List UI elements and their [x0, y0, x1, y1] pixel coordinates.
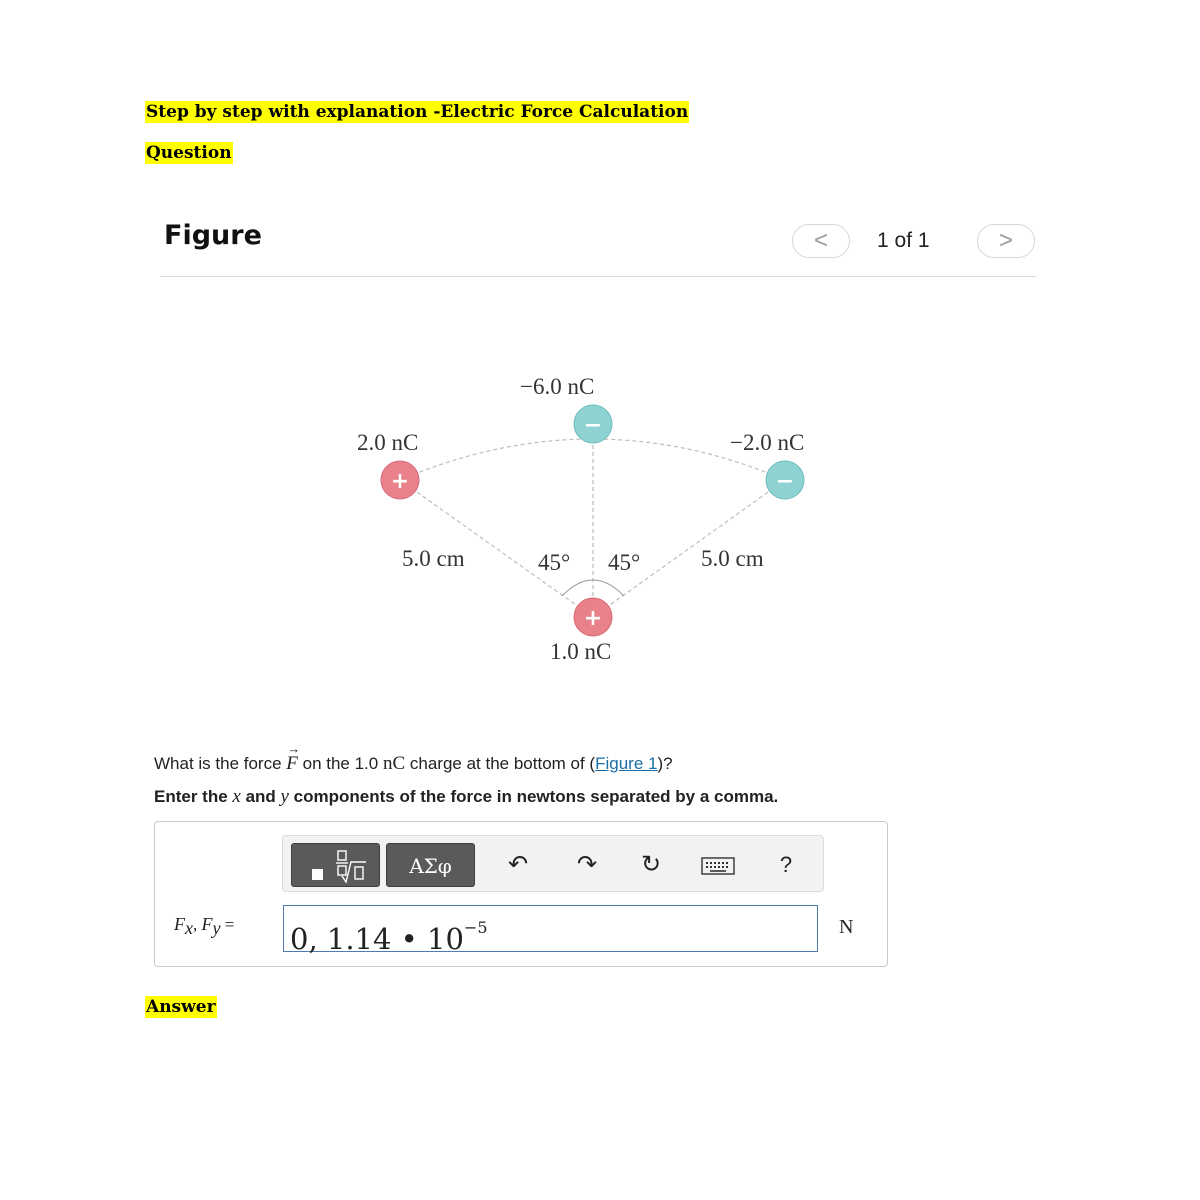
math-toolbar	[282, 835, 824, 892]
document-title: Step by step with explanation -Electric Force Calculation	[146, 102, 689, 122]
undo-icon[interactable]: ↶	[507, 851, 529, 878]
question-heading: Question	[146, 143, 232, 163]
reset-icon[interactable]: ↻	[640, 851, 662, 878]
next-figure-button[interactable]	[977, 224, 1035, 258]
answer-input[interactable]	[283, 905, 818, 956]
answer-separator: ,	[193, 915, 202, 934]
question-text-part: )?	[657, 754, 673, 773]
previous-figure-button[interactable]	[792, 224, 850, 258]
instruction-text-part: and	[240, 787, 281, 806]
left-charge	[381, 461, 419, 499]
bottom-charge-label: 1.0 nC	[550, 639, 612, 664]
right-angle-label: 45°	[608, 550, 641, 575]
unit-label: N	[839, 916, 854, 938]
right-charge	[766, 461, 804, 499]
redo-icon[interactable]: ↷	[576, 851, 598, 878]
fy-symbol: F	[201, 914, 213, 934]
figure-title: Figure	[164, 220, 262, 251]
left-distance-label: 5.0 cm	[402, 546, 465, 571]
x-subscript: x	[185, 918, 193, 939]
left-angle-label: 45°	[538, 550, 571, 575]
instruction-text	[154, 786, 778, 808]
keyboard-icon[interactable]	[701, 854, 731, 884]
help-icon[interactable]: ?	[779, 852, 793, 877]
instruction-text-part: components of the force in newtons separated by a comma.	[288, 787, 779, 806]
templates-button[interactable]	[291, 843, 380, 887]
question-text-part: charge at the bottom of (	[405, 754, 596, 773]
charge-diagram	[340, 360, 860, 670]
chevron-left-icon: <	[813, 227, 828, 254]
answer-exponent: −5	[463, 918, 488, 937]
answer-heading: Answer	[146, 997, 216, 1017]
plus-sign: +	[390, 469, 410, 494]
force-vector-symbol	[286, 741, 301, 774]
minus-sign: −	[583, 413, 603, 438]
right-charge-label: −2.0 nC	[730, 430, 805, 455]
templates-icon	[292, 844, 379, 886]
left-charge-label: 2.0 nC	[357, 430, 419, 455]
y-variable: y	[280, 786, 289, 807]
equals-sign: =	[220, 915, 235, 934]
question-text-part: on the 1.0	[297, 754, 383, 773]
vector-arrow-icon: →	[287, 741, 301, 756]
x-variable: x	[232, 786, 241, 807]
right-distance-label: 5.0 cm	[701, 546, 764, 571]
figure-pager: 1 of 1	[877, 229, 930, 252]
answer-value: 0, 1.14 • 10	[290, 922, 464, 956]
symbols-button[interactable]: ΑΣφ	[386, 843, 475, 887]
figure-link[interactable]: Figure 1	[595, 754, 658, 773]
minus-sign: −	[775, 469, 795, 494]
chevron-right-icon: >	[998, 227, 1013, 254]
top-charge	[574, 405, 612, 443]
instruction-text-part: Enter the	[154, 787, 233, 806]
y-subscript: y	[212, 918, 221, 939]
answer-label	[174, 914, 234, 939]
question-text	[154, 741, 673, 775]
unit-nc: nC	[382, 753, 406, 774]
plus-sign: +	[583, 606, 603, 631]
force-symbol: F	[286, 753, 298, 774]
top-charge-label: −6.0 nC	[520, 374, 595, 399]
keyboard-icon-graphic	[701, 856, 735, 876]
question-text-part: What is the force	[154, 754, 287, 773]
fx-symbol: F	[174, 914, 185, 934]
figure-divider	[160, 276, 1036, 277]
bottom-charge	[574, 598, 612, 636]
